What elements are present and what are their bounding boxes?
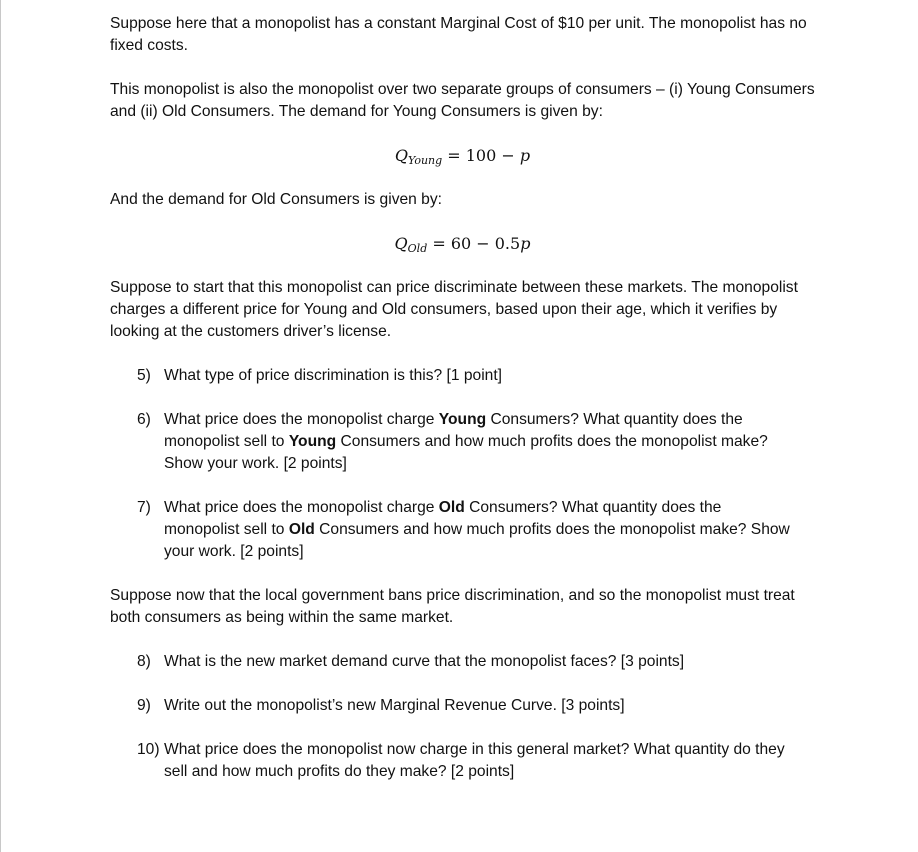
question-7 (110, 497, 815, 563)
government-ban-paragraph: Suppose now that the local government bans price discrimination, and so the monopolist must treat both consumers as being within the same market. (110, 587, 795, 626)
question-text-part: What price does the monopolist charge (164, 499, 439, 516)
question-bold-young: Young (288, 433, 337, 450)
question-8 (110, 651, 815, 673)
question-text: Write out the monopolist’s new Marginal Revenue Curve. [3 points] (164, 697, 625, 714)
question-text-part: Consumers and how much profits does the monopolist make? Show your work. [2 points] (164, 521, 790, 560)
question-number: 6) (137, 411, 151, 428)
eq-old-q: Q (394, 234, 408, 253)
eq-young-subscript: Young (408, 154, 443, 167)
old-demand-equation (110, 233, 815, 255)
intro-paragraph-1: Suppose here that a monopolist has a constant Marginal Cost of $10 per unit. The monopolist has no fixed costs. (110, 15, 807, 54)
question-text-part: Consumers and how much profits does the monopolist make? Show your work. [2 points] (164, 433, 768, 472)
question-bold-old: Old (288, 521, 315, 538)
question-number: 7) (137, 499, 151, 516)
eq-young-p: p (519, 146, 531, 165)
question-10 (110, 739, 815, 783)
question-number: 10) (137, 741, 160, 758)
eq-young-q: Q (394, 146, 409, 165)
eq-old-subscript: Old (407, 242, 428, 255)
question-5 (110, 365, 815, 387)
old-demand-intro: And the demand for Old Consumers is given by: (110, 191, 442, 208)
question-text-part: What price does the monopolist charge (164, 411, 439, 428)
question-number: 5) (137, 367, 151, 384)
question-text (164, 497, 815, 563)
question-bold-young: Young (438, 411, 487, 428)
question-list-discrimination (110, 365, 815, 563)
question-number: 8) (137, 653, 151, 670)
eq-young-rhs: = 100 − (442, 146, 520, 165)
document-page (110, 13, 815, 805)
question-9 (110, 695, 815, 717)
page-left-border (0, 0, 1, 852)
question-text: What is the new market demand curve that the monopolist faces? [3 points] (164, 653, 685, 670)
question-list-single-market (110, 651, 815, 783)
question-text: What price does the monopolist now charge in this general market? What quantity do they sell and how much profits do they make? [2 points] (164, 741, 785, 780)
question-number: 9) (137, 697, 151, 714)
question-text-part: Consumers? What quantity does the monopolist sell to (164, 411, 743, 450)
young-demand-equation (110, 145, 815, 167)
question-bold-old: Old (438, 499, 465, 516)
price-discrimination-paragraph: Suppose to start that this monopolist can price discriminate between these markets. The monopolist charges a different price for Young and Old consumers, based upon their age, which it verifies by looking at the customers driver’s license. (110, 279, 798, 340)
question-text (164, 409, 815, 475)
eq-old-rhs: = 60 − 0.5 (427, 234, 521, 253)
question-text: What type of price discrimination is this? [1 point] (164, 367, 503, 384)
eq-old-p: p (520, 234, 531, 253)
intro-paragraph-2: This monopolist is also the monopolist over two separate groups of consumers – (i) Young Consumers and (ii) Old Consumers. The demand for Young Consumers is given by: (110, 81, 815, 120)
question-text-part: Consumers? What quantity does the monopolist sell to (164, 499, 722, 538)
question-6 (110, 409, 815, 475)
